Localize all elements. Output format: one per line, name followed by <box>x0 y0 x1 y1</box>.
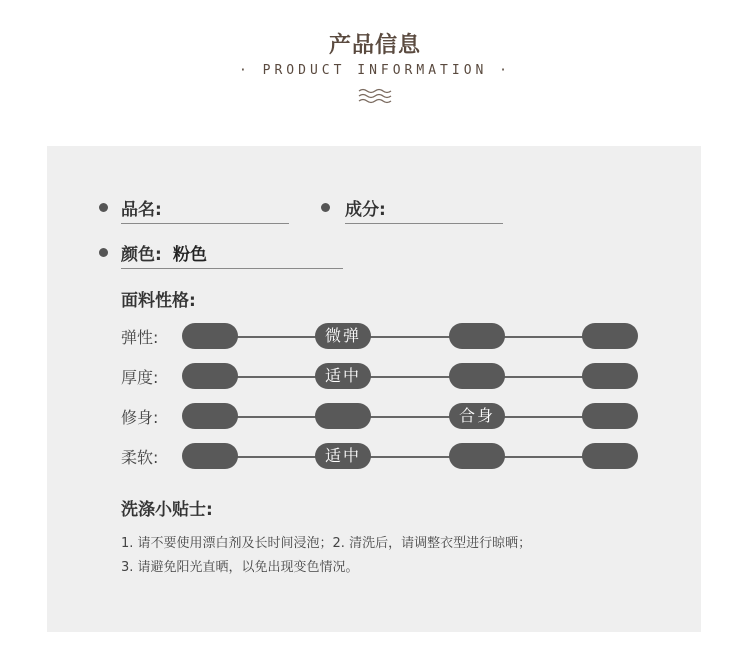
rating-pill-selected: 适中 <box>315 363 371 389</box>
rating-pill <box>449 323 505 349</box>
rating-track-line <box>212 376 632 378</box>
product-info-header <box>0 0 750 140</box>
care-section-title: 洗涤小贴士: <box>121 500 213 520</box>
rating-pill <box>315 403 371 429</box>
rating-pill <box>582 403 638 429</box>
rating-track-line <box>212 336 632 338</box>
rating-pill-selected: 合身 <box>449 403 505 429</box>
product-info-panel <box>47 146 701 632</box>
rating-pill-selected: 微弹 <box>315 323 371 349</box>
rating-pill <box>182 323 238 349</box>
rating-pill <box>582 443 638 469</box>
fabric-rating-label: 柔软: <box>121 448 159 467</box>
care-tip-line: 1. 请不要使用漂白剂及长时间浸泡；2. 清洗后，请调整衣型进行晾晒； <box>121 536 532 551</box>
fabric-rating-row <box>47 363 701 391</box>
page-title: 产品信息 <box>328 33 421 58</box>
composition-label: 成分: <box>345 200 386 220</box>
page-subtitle: · PRODUCT INFORMATION · <box>238 63 511 78</box>
color-underline <box>121 268 343 269</box>
rating-pill <box>182 443 238 469</box>
color-label: 颜色: <box>121 245 162 265</box>
color-value: 粉色 <box>173 245 207 265</box>
rating-pill <box>449 363 505 389</box>
rating-track-line <box>212 456 632 458</box>
fabric-rating-label: 修身: <box>121 408 159 427</box>
rating-pill-selected: 适中 <box>315 443 371 469</box>
bullet-dot <box>99 248 108 257</box>
bullet-dot <box>321 203 330 212</box>
rating-pill <box>182 403 238 429</box>
name-underline <box>121 223 289 224</box>
fabric-rating-row <box>47 443 701 471</box>
rating-pill <box>582 363 638 389</box>
fabric-rating-label: 厚度: <box>121 368 159 387</box>
wave-icon <box>358 88 392 104</box>
fabric-rating-label: 弹性: <box>121 328 159 347</box>
fabric-section-title: 面料性格: <box>121 291 196 311</box>
fabric-rating-row <box>47 323 701 351</box>
rating-pill <box>582 323 638 349</box>
fabric-rating-row <box>47 403 701 431</box>
name-label: 品名: <box>121 200 162 220</box>
composition-underline <box>345 223 503 224</box>
care-tip-line: 3. 请避免阳光直晒，以免出现变色情况。 <box>121 560 359 575</box>
bullet-dot <box>99 203 108 212</box>
rating-track-line <box>212 416 632 418</box>
rating-pill <box>449 443 505 469</box>
rating-pill <box>182 363 238 389</box>
